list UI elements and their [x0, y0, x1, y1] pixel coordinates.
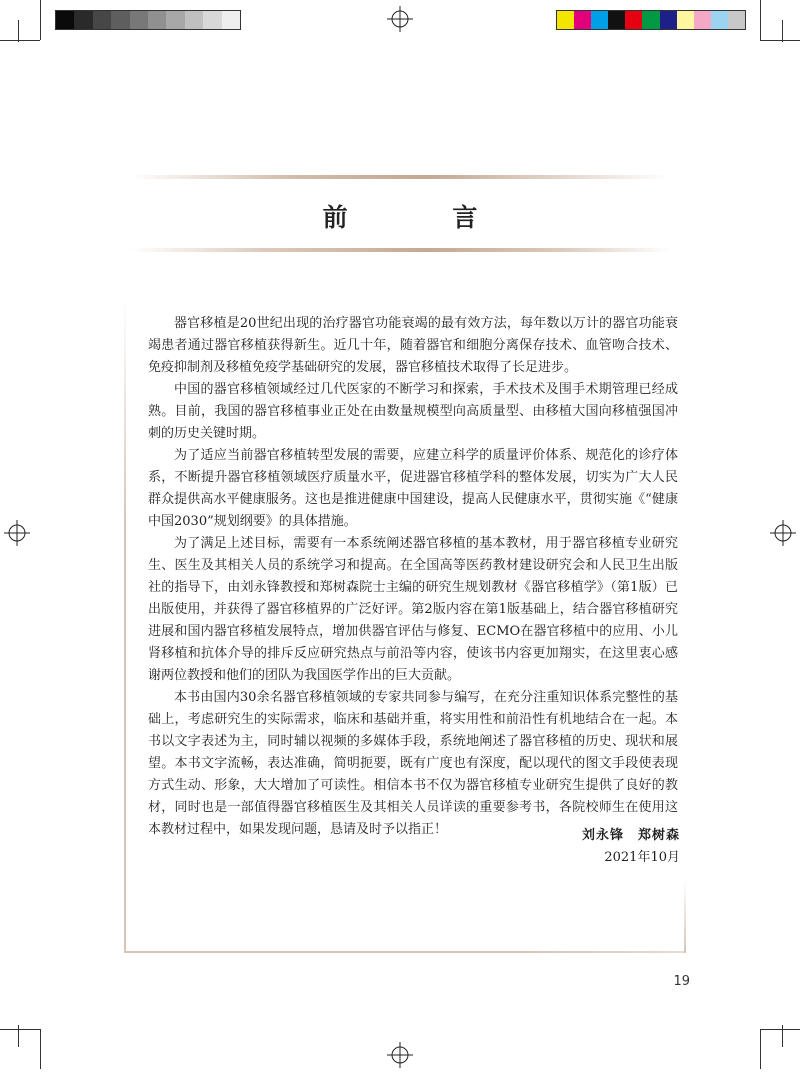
- color-swatch: [557, 11, 574, 29]
- page-title: 前 言: [322, 203, 526, 232]
- crop-mark: [760, 0, 761, 40]
- color-swatch: [711, 11, 728, 29]
- color-calibration-bar: [556, 10, 746, 30]
- paragraph: 为了适应当前器官移植转型发展的需要，应建立科学的质量评价体系、规范化的诊疗体系，不断提升器官移植领域医疗质量水平，促进器官移植学科的整体发展，切实为广大人民群众提供高水平健康服务。这也是推进健康中国建设，提高人民健康水平，贯彻实施《“健康中国2030”规划纲要》的具体措施。: [148, 448, 678, 529]
- color-swatch: [660, 11, 677, 29]
- crop-mark: [782, 1025, 783, 1047]
- registration-mark-right: [770, 520, 796, 546]
- crop-mark: [40, 1029, 41, 1069]
- color-swatch: [694, 11, 711, 29]
- gray-swatch: [56, 11, 74, 29]
- registration-mark-top: [387, 6, 413, 32]
- signature-date: 2021年10月: [604, 850, 680, 865]
- paragraph: 中国的器官移植领域经过几代医家的不断学习和探索，手术技术及围手术期管理已经成熟。目前，我国的器官移植事业正处在由数量规模型向高质量型、由移植大国向移植强国冲刺的历史关键时期。: [148, 382, 678, 441]
- gray-swatch: [130, 11, 148, 29]
- color-swatch: [677, 11, 694, 29]
- gray-swatch: [74, 11, 92, 29]
- gray-swatch: [93, 11, 111, 29]
- text-frame-right: [684, 880, 686, 953]
- text-frame-bottom: [124, 951, 686, 953]
- crop-mark: [782, 20, 783, 42]
- gray-swatch: [166, 11, 184, 29]
- paragraph: 本书由国内30余名器官移植领域的专家共同参与编写，在充分注重知识体系完整性的基础上，考虑研究生的实际需求，临床和基础并重，将实用性和前沿性有机地结合在一起。本书以文字表述为主，同时辅以视频的多媒体手段，系统地阐述了器官移植的历史、现状和展望。本书文字流畅，表达准确，简明扼要，既有广度也有深度，配以现代的图文手段使表现方式生动、形象，大大增加了可读性。相信本书不仅为器官移植专业研究生提供了良好的教材，同时也是一部值得器官移植医生及其相关人员详读的重要参考书，各院校师生在使用这本教材过程中，如果发现问题，恳请及时予以指正！: [148, 690, 678, 837]
- crop-mark: [18, 1025, 19, 1047]
- registration-mark-bottom: [387, 1042, 413, 1068]
- crop-mark: [18, 20, 19, 42]
- gray-swatch: [203, 11, 221, 29]
- heading-rule-top: [130, 175, 670, 179]
- preface-body: [148, 313, 678, 841]
- color-swatch: [574, 11, 591, 29]
- color-swatch: [642, 11, 659, 29]
- crop-mark: [760, 40, 800, 41]
- gray-swatch: [111, 11, 129, 29]
- crop-mark: [760, 1029, 761, 1069]
- registration-mark-left: [4, 520, 30, 546]
- crop-mark: [0, 40, 40, 41]
- crop-mark: [0, 1029, 40, 1030]
- text-frame-left: [124, 300, 126, 953]
- paragraph: 为了满足上述目标，需要有一本系统阐述器官移植的基本教材，用于器官移植专业研究生、医生及其相关人员的系统学习和提高。在全国高等医药教材建设研究会和人民卫生出版社的指导下，由刘永锋教授和郑树森院士主编的研究生规划教材《器官移植学》（第1版）已出版使用，并获得了器官移植界的广泛好评。第2版内容在第1版基础上，结合器官移植研究进展和国内器官移植发展特点，增加供器官评估与修复、ECMO在器官移植中的应用、小儿肾移植和抗体介导的排斥反应研究热点与前沿等内容，使该书内容更加翔实，在这里衷心感谢两位教授和他们的团队为我国医学作出的巨大贡献。: [148, 536, 678, 683]
- author-signature: 刘永锋 郑树森: [581, 828, 680, 843]
- color-swatch: [608, 11, 625, 29]
- crop-mark: [40, 0, 41, 40]
- crop-mark: [760, 1029, 800, 1030]
- color-swatch: [728, 11, 745, 29]
- color-swatch: [625, 11, 642, 29]
- page-number: 19: [673, 974, 690, 989]
- gray-swatch: [222, 11, 240, 29]
- paragraph: 器官移植是20世纪出现的治疗器官功能衰竭的最有效方法，每年数以万计的器官功能衰竭患者通过器官移植获得新生。近几十年，随着器官和细胞分离保存技术、血管吻合技术、免疫抑制剂及移植免疫学基础研究的发展，器官移植技术取得了长足进步。: [148, 316, 678, 375]
- grayscale-calibration-bar: [55, 10, 241, 30]
- gray-swatch: [148, 11, 166, 29]
- gray-swatch: [185, 11, 203, 29]
- color-swatch: [591, 11, 608, 29]
- heading-rule-bottom: [130, 248, 670, 252]
